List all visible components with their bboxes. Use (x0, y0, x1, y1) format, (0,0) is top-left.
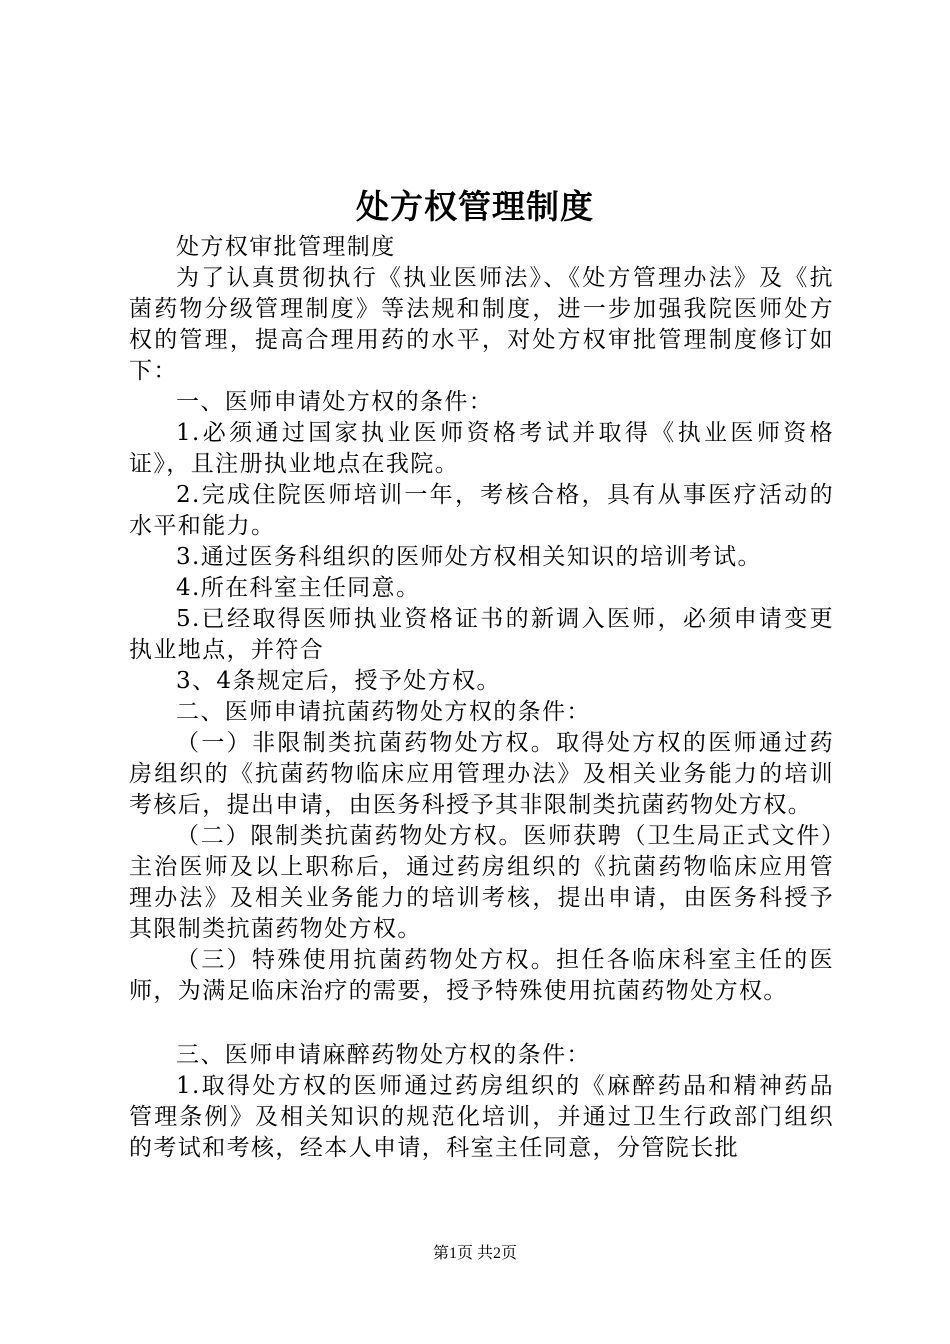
paragraph-subtitle: 处方权审批管理制度 (176, 234, 396, 260)
paragraph-item: 2.完成住院医师培训一年，考核合格，具有从事医疗活动的水平和能力。 (129, 482, 834, 539)
paragraph-item: （二）限制类抗菌药物处方权。医师获聘（卫生局正式文件）主治医师及以上职称后，通过药房组织的《抗菌药物临床应用管理办法》及相关业务能力的培训考核，提出申请，由医务科授予其限制类抗菌药物处方权。 (129, 823, 834, 942)
paragraph-item: 4.所在科室主任同意。 (176, 575, 421, 601)
section-heading-1: 一、医师申请处方权的条件： (176, 389, 494, 415)
document-title: 处方权管理制度 (356, 187, 594, 226)
paragraph-item: 1.取得处方权的医师通过药房组织的《麻醉药品和精神药品管理条例》及相关知识的规范化培训，并通过卫生行政部门组织的考试和考核，经本人申请，科室主任同意，分管院长批 (129, 1073, 834, 1161)
paragraph-item: 3、4条规定后，授予处方权。 (176, 668, 501, 694)
section-heading-3: 三、医师申请麻醉药物处方权的条件： (176, 1042, 591, 1068)
paragraph-item: 5.已经取得医师执业资格证书的新调入医师，必须申请变更执业地点，并符合 (129, 606, 834, 663)
paragraph-item: （一）非限制类抗菌药物处方权。取得处方权的医师通过药房组织的《抗菌药物临床应用管理办法》及相关业务能力的培训考核后，提出申请，由医务科授予其非限制类抗菌药物处方权。 (129, 730, 834, 818)
paragraph-item: 1.必须通过国家执业医师资格考试并取得《执业医师资格证》，且注册执业地点在我院。 (129, 420, 834, 477)
page-footer: 第1页 共2页 (432, 1245, 517, 1262)
paragraph-item: 3.通过医务科组织的医师处方权相关知识的培训考试。 (176, 544, 762, 570)
section-heading-2: 二、医师申请抗菌药物处方权的条件： (176, 699, 591, 725)
paragraph-item: （三）特殊使用抗菌药物处方权。担任各临床科室主任的医师，为满足临床治疗的需要，授予特殊使用抗菌药物处方权。 (129, 947, 834, 1004)
document-body (129, 232, 834, 1164)
paragraph-intro: 为了认真贯彻执行《执业医师法》、《处方管理办法》及《抗菌药物分级管理制度》等法规和制度，进一步加强我院医师处方权的管理，提高合理用药的水平，对处方权审批管理制度修订如下： (129, 265, 834, 384)
